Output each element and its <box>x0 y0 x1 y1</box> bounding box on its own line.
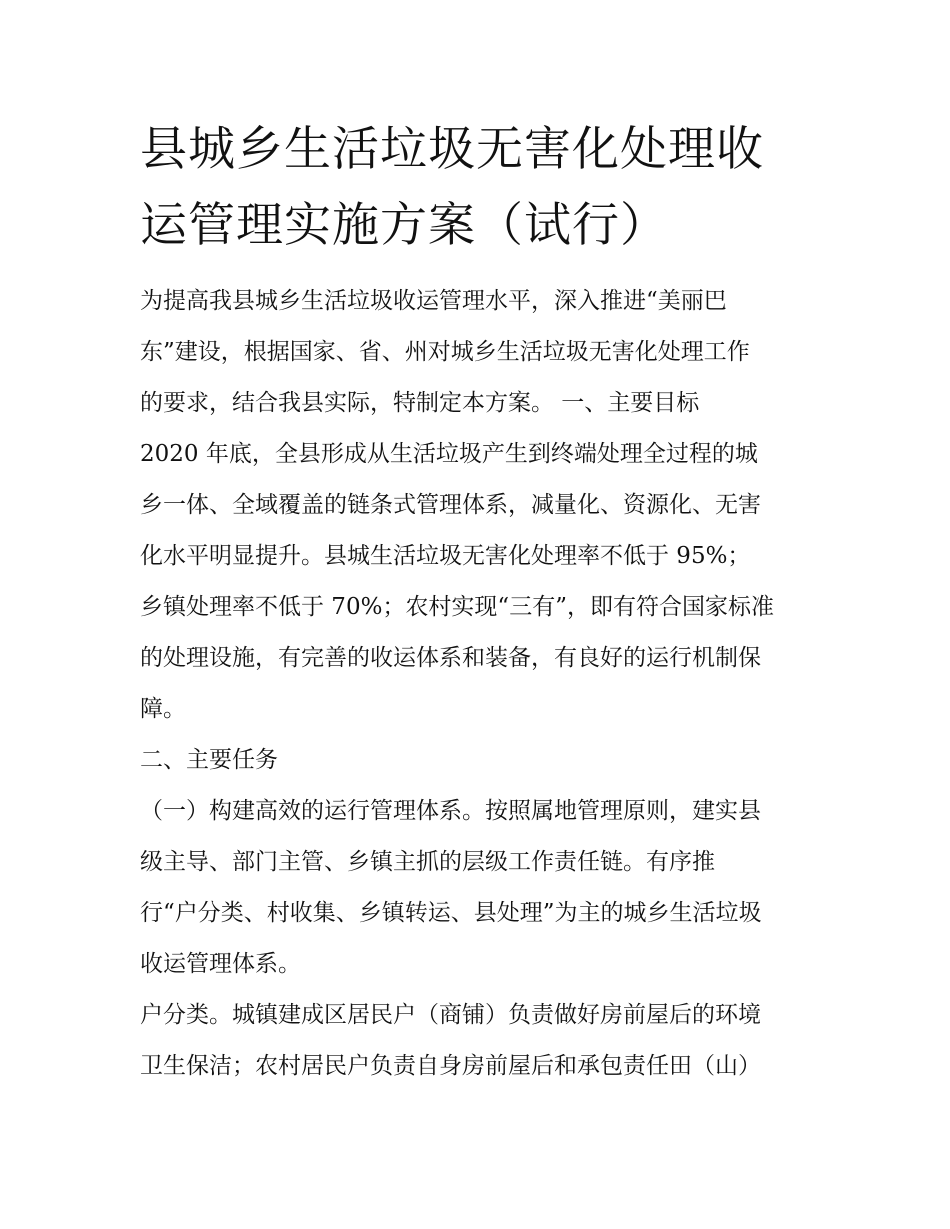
body-line: （一）构建高效的运行管理体系。按照属地管理原则，建实县 <box>140 798 761 824</box>
body-line: 的处理设施，有完善的收运体系和装备，有良好的运行机制保 <box>140 645 761 671</box>
body-line: 的要求，结合我县实际，特制定本方案。 一、主要目标 <box>140 390 700 416</box>
body-line: 化水平明显提升。县城生活垃圾无害化处理率不低于 95%； <box>140 543 751 569</box>
body-line: 乡一体、全域覆盖的链条式管理体系，减量化、资源化、无害 <box>140 492 761 518</box>
body-line: 级主导、部门主管、乡镇主抓的层级工作责任链。有序推 <box>140 849 715 875</box>
title-line: 县城乡生活垃圾无害化处理收 <box>140 122 764 177</box>
body-line: 为提高我县城乡生活垃圾收运管理水平，深入推进“美丽巴 <box>140 288 727 314</box>
section-heading: 二、主要任务 <box>140 747 278 773</box>
body-line: 行“户分类、村收集、乡镇转运、县处理”为主的城乡生活垃圾 <box>140 900 762 926</box>
document-body <box>140 276 820 1092</box>
body-line: 2020 年底，全县形成从生活垃圾产生到终端处理全过程的城 <box>140 441 758 467</box>
body-line: 乡镇处理率不低于 70%；农村实现“三有”，即有符合国家标准 <box>140 594 774 620</box>
body-line: 收运管理体系。 <box>140 951 301 977</box>
body-line: 户分类。城镇建成区居民户（商铺）负责做好房前屋后的环境 <box>140 1002 761 1028</box>
body-line: 障。 <box>140 696 186 722</box>
title-line: 运管理实施方案（试行） <box>140 198 668 253</box>
body-line: 卫生保洁；农村居民户负责自身房前屋后和承包责任田（山） <box>140 1053 761 1079</box>
body-line: 东”建设，根据国家、省、州对城乡生活垃圾无害化处理工作 <box>140 339 750 365</box>
document-title <box>140 112 820 264</box>
